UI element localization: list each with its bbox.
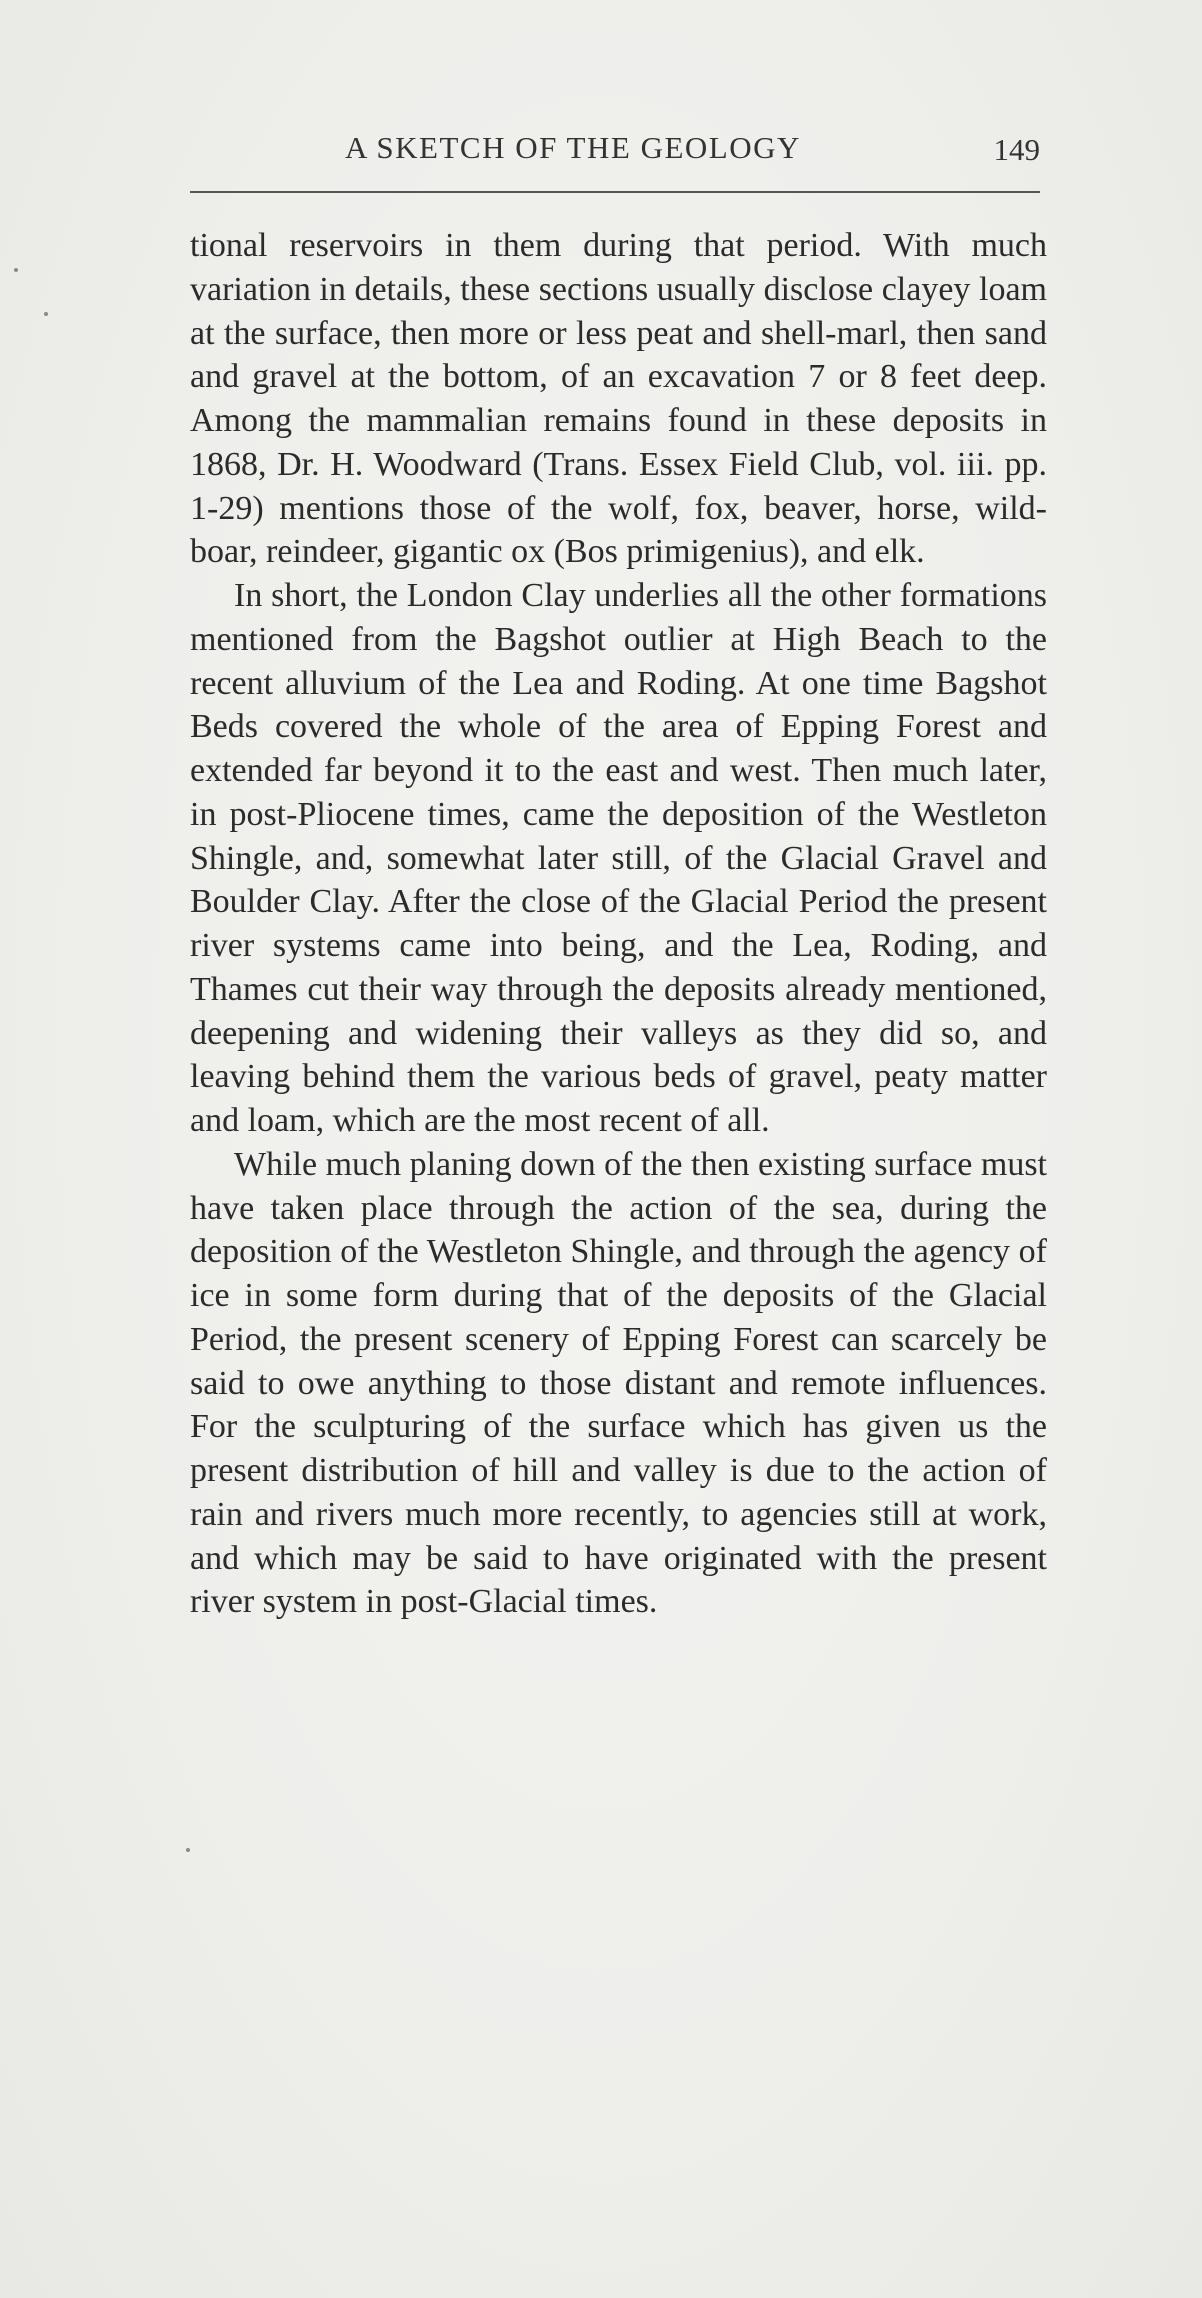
paper-speck (186, 1848, 190, 1852)
paper-speck (14, 268, 18, 272)
page-header (190, 126, 1040, 174)
body-text (190, 224, 1047, 1624)
paper-speck (44, 312, 48, 316)
paragraph-3: While much planing down of the then existing surface must have taken place through the action of the sea, during the deposition of the Westleton Shingle, and through the agency of ice in some form during that of the deposits of the Glacial Period, the present scenery of Epping Forest can scarcely be said to owe anything to those distant and remote influences. For the sculpturing of the surface which has given us the present distribution of hill and valley is due to the action of rain and rivers much more recently, to agencies still at work, and which may be said to have originated with the present river system in post-Glacial times. (190, 1145, 1047, 1621)
paragraph-2: In short, the London Clay underlies all the other formations mentioned from the Bagshot outlier at High Beach to the recent alluvium of the Lea and Roding. At one time Bagshot Beds covered the whole of the area of Epping Forest and extended far beyond it to the east and west. Then much later, in post-Pliocene times, came the deposition of the Westleton Shingle, and, somewhat later still, of the Glacial Gravel and Boulder Clay. After the close of the Glacial Period the present river systems came into being, and the Lea, Roding, and Thames cut their way through the deposits already mentioned, deepening and widening their valleys as they did so, and leaving behind them the various beds of gravel, peaty matter and loam, which are the most recent of all. (190, 577, 1047, 1139)
page-number: 149 (993, 132, 1040, 167)
header-rule (190, 191, 1040, 193)
paragraph-1: tional reservoirs in them during that period. With much variation in details, these sections usually disclose clayey loam at the surface, then more or less peat and shell-marl, then sand and gravel at the bottom, of an excavation 7 or 8 feet deep. Among the mammalian remains found in these deposits in 1868, Dr. H. Woodward (Trans. Essex Field Club, vol. iii. pp. 1-29) mentions those of the wolf, fox, beaver, horse, wild-boar, reindeer, gigantic ox (Bos primigenius), and elk. (190, 227, 1047, 571)
running-title: A SKETCH OF THE GEOLOGY (345, 130, 801, 165)
